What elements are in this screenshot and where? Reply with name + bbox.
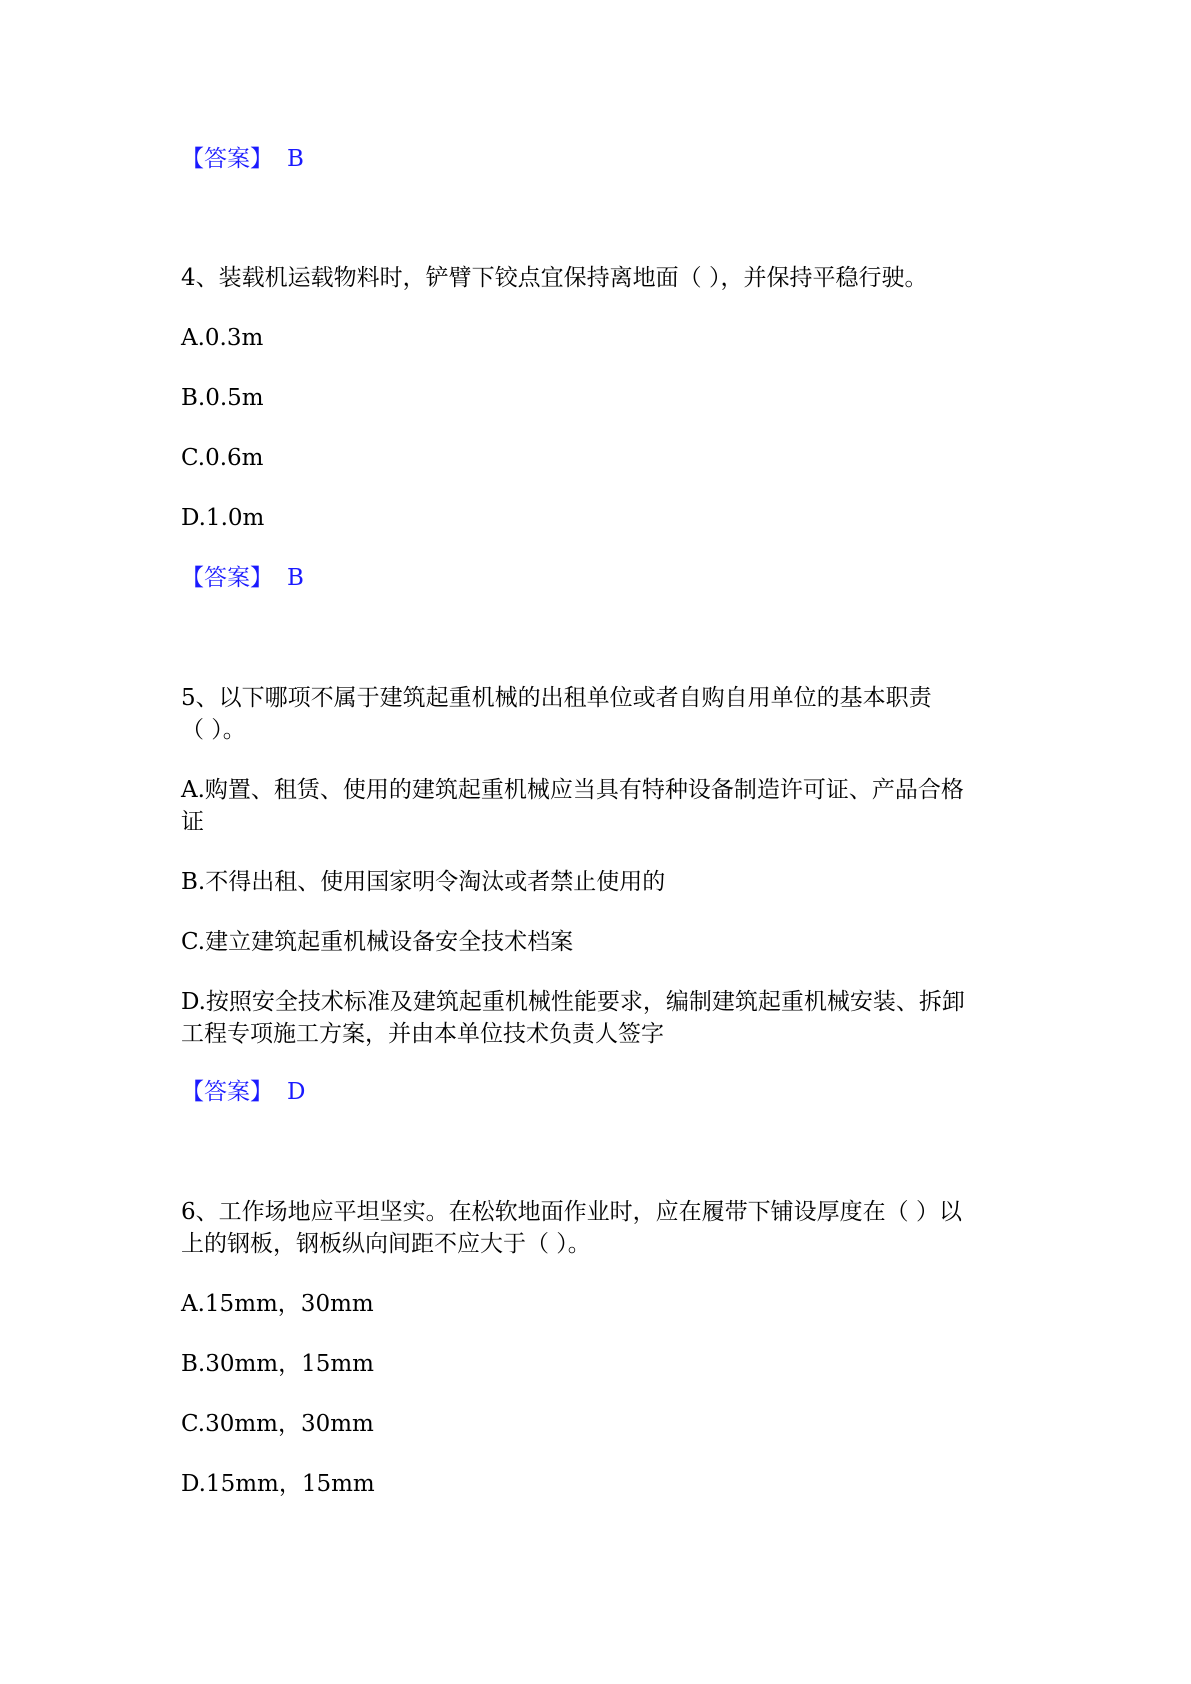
option-c: C.建立建筑起重机械设备安全技术档案	[181, 929, 574, 955]
answer-label: 【答案】	[181, 1079, 273, 1105]
option-b: B.不得出租、使用国家明令淘汰或者禁止使用的	[181, 869, 666, 895]
answer-line	[181, 562, 304, 594]
option-b: B.30mm，15mm	[181, 1351, 374, 1377]
option-d: D.按照安全技术标准及建筑起重机械性能要求，编制建筑起重机械安装、拆卸	[181, 989, 965, 1015]
option-c: C.0.6m	[181, 445, 264, 471]
question-stem: 6、工作场地应平坦坚实。在松软地面作业时，应在履带下铺设厚度在（ ）以	[181, 1199, 962, 1225]
option-d: 工程专项施工方案，并由本单位技术负责人签字	[181, 1021, 664, 1047]
answer-line	[181, 1076, 305, 1108]
answer-label: 【答案】	[181, 565, 273, 591]
option-d: D.1.0m	[181, 505, 265, 531]
question-stem: 上的钢板，钢板纵向间距不应大于（ ）。	[181, 1231, 591, 1257]
answer-value: B	[287, 146, 304, 172]
question-stem: 5、以下哪项不属于建筑起重机械的出租单位或者自购自用单位的基本职责	[181, 685, 932, 711]
answer-value: D	[287, 1079, 306, 1105]
answer-label: 【答案】	[181, 146, 273, 172]
question-stem: 4、装载机运载物料时，铲臂下铰点宜保持离地面（ ），并保持平稳行驶。	[181, 265, 928, 291]
question-stem: （ ）。	[181, 717, 246, 743]
answer-value: B	[287, 565, 304, 591]
option-a: A.0.3m	[181, 325, 264, 351]
option-d: D.15mm，15mm	[181, 1471, 375, 1497]
option-b: B.0.5m	[181, 385, 264, 411]
answer-line	[181, 143, 304, 175]
option-a: 证	[181, 809, 204, 835]
option-c: C.30mm，30mm	[181, 1411, 374, 1437]
option-a: A.购置、租赁、使用的建筑起重机械应当具有特种设备制造许可证、产品合格	[181, 777, 964, 803]
option-a: A.15mm，30mm	[181, 1291, 374, 1317]
